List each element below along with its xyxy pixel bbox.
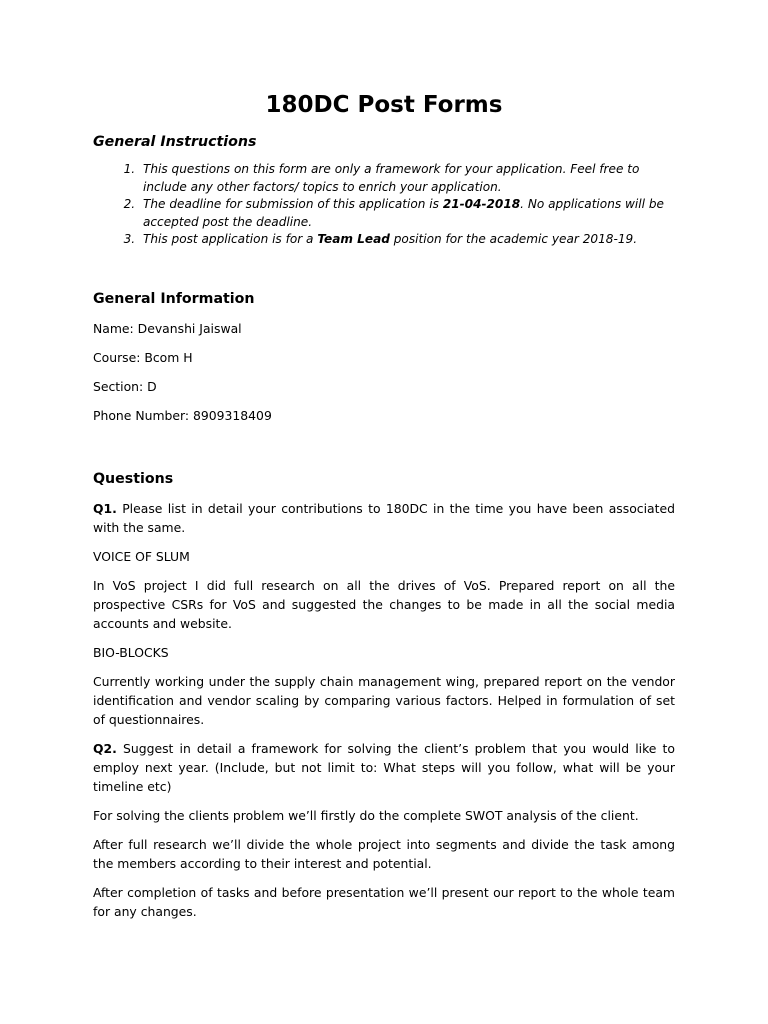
instruction-item: [139, 196, 675, 231]
course-field: Course: Bcom H: [93, 349, 193, 365]
deadline-date: 21-04-2018: [442, 197, 521, 211]
q2-answer-paragraph: After completion of tasks and before presentation we’ll present our report to the whole team for any changes.: [93, 884, 675, 919]
info-heading: General Information: [93, 290, 255, 307]
general-info: [93, 319, 675, 425]
q2-text: Suggest in detail a framework for solving the client’s problem that you would like to employ next year. (Include, but not limit to: What steps will you follow, what will be your timeline etc): [93, 740, 675, 794]
instruction-text: The deadline for submission of this application is: [143, 197, 443, 211]
q2-label: Q2.: [93, 740, 117, 756]
instruction-text: This post application is for a: [143, 232, 318, 246]
position-name: Team Lead: [317, 232, 390, 246]
vos-heading: VOICE OF SLUM: [93, 548, 190, 564]
q2-answer-paragraph: After full research we’ll divide the whole project into segments and divide the task among the members according to their interest and potential.: [93, 836, 675, 871]
bio-heading: BIO-BLOCKS: [93, 644, 169, 660]
q1-label: Q1.: [93, 500, 117, 516]
instruction-item: [139, 161, 675, 196]
question-1: [93, 499, 675, 537]
phone-field: Phone Number: 8909318409: [93, 407, 272, 423]
question-2: [93, 739, 675, 796]
questions-heading: Questions: [93, 470, 174, 487]
bio-answer: Currently working under the supply chain management wing, prepared report on the vendor identification and vendor scaling by comparing various factors. Helped in formulation of set of questionnaires.: [93, 673, 675, 727]
instruction-text: position for the academic year 2018-19.: [389, 232, 638, 246]
instructions-list: [93, 161, 675, 249]
name-field: Name: Devanshi Jaiswal: [93, 320, 242, 336]
q2-answer-paragraph: For solving the clients problem we’ll firstly do the complete SWOT analysis of the client.: [93, 807, 639, 823]
q1-text: Please list in detail your contributions to 180DC in the time you have been associated with the same.: [93, 500, 675, 535]
instruction-text: This questions on this form are only a framework for your application. Feel free to include any other factors/ topics to enrich your application.: [143, 162, 640, 194]
instructions-heading: General Instructions: [93, 134, 257, 150]
instruction-text: . No applications will be accepted post the deadline.: [143, 197, 664, 229]
page-title: 180DC Post Forms: [265, 92, 503, 118]
instruction-item: [139, 231, 675, 249]
section-field: Section: D: [93, 378, 157, 394]
vos-answer: In VoS project I did full research on all the drives of VoS. Prepared report on all the prospective CSRs for VoS and suggested the changes to be made in all the social media accounts and website.: [93, 577, 675, 631]
